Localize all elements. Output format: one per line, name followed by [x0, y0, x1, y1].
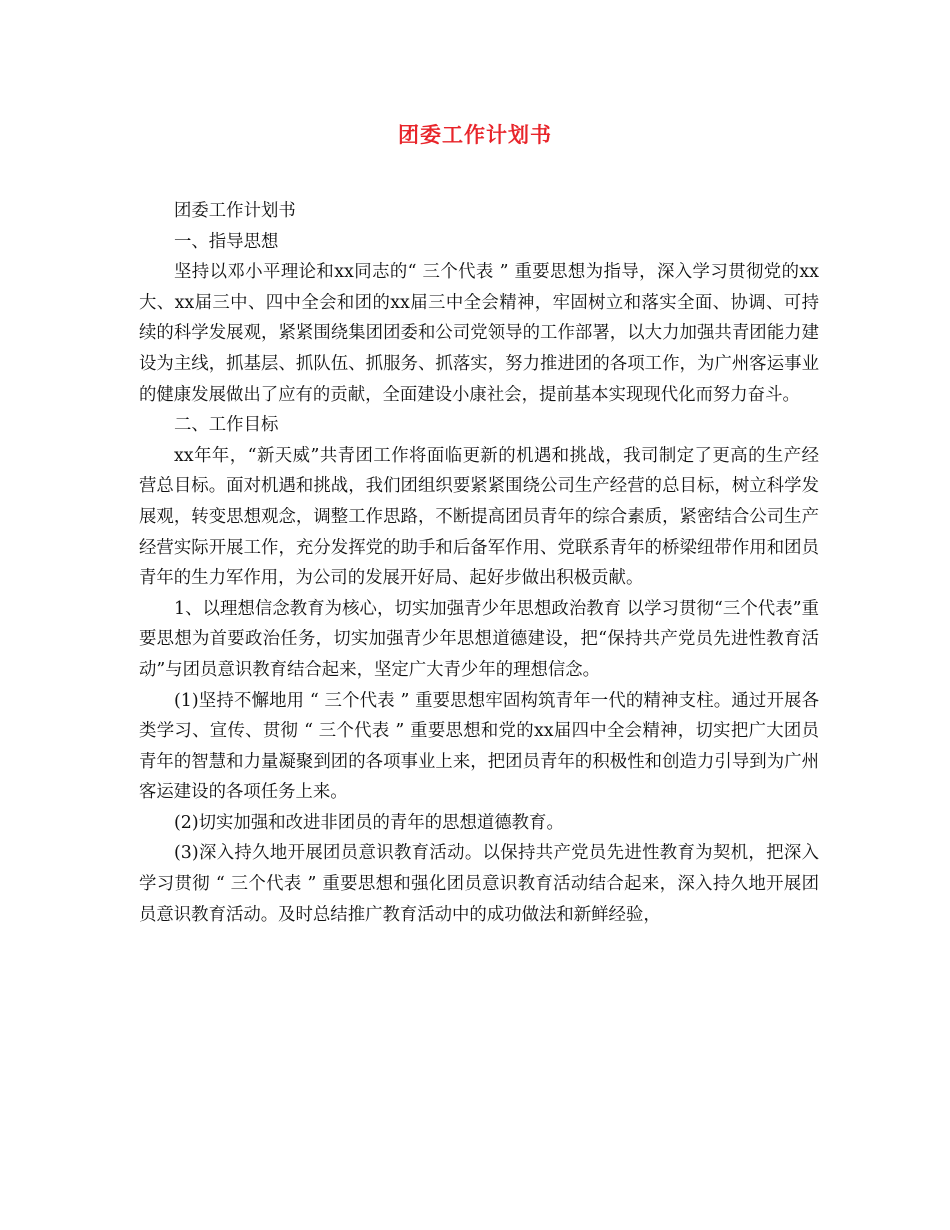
paragraph-work-goals: xx年年，“新天威”共青团工作将面临更新的机遇和挑战，我司制定了更高的生产经营总目标。面对机遇和挑战，我们团组织要紧紧围绕公司生产经营的总目标，树立科学发展观，转变思想观念，调整工作思路，不断提高团员青年的综合素质，紧密结合公司生产经营实际开展工作，充分发挥党的助手和后备军作用、党联系青年的桥梁纽带作用和团员青年的生力军作用，为公司的发展开好局、起好步做出积极贡献。 — [139, 445, 819, 589]
paragraph-item-1: 1、以理想信念教育为核心，切实加强青少年思想政治教育 以学习贯彻“三个代表”重要思想为首要政治任务，切实加强青少年思想道德建设，把“保持共产党员先进性教育活动”与团员意识教育结合起来，坚定广大青少年的理想信念。 — [139, 598, 819, 680]
paragraph-subitem-3: (3)深入持久地开展团员意识教育活动。以保持共产党员先进性教育为契机，把深入学习贯彻 “ 三个代表 ” 重要思想和强化团员意识教育活动结合起来，深入持久地开展团员意识教育活动。及时总结推广教育活动中的成功做法和新鲜经验， — [139, 843, 819, 925]
document-body — [139, 196, 819, 930]
document-title: 团委工作计划书 — [398, 122, 552, 147]
section-heading-work-goals: 二、工作目标 — [174, 415, 279, 436]
paragraph-subitem-2: (2)切实加强和改进非团员的青年的思想道德教育。 — [174, 812, 564, 833]
section-heading-guiding-thought: 一、指导思想 — [174, 231, 279, 252]
paragraph-guiding-thought: 坚持以邓小平理论和xx同志的“ 三个代表 ” 重要思想为指导，深入学习贯彻党的xx大、xx届三中、四中全会和团的xx届三中全会精神，牢固树立和落实全面、协调、可持续的科学发展观，紧紧围绕集团团委和公司党领导的工作部署，以大力加强共青团能力建设为主线，抓基层、抓队伍、抓服务、抓落实，努力推进团的各项工作，为广州客运事业的健康发展做出了应有的贡献，全面建设小康社会，提前基本实现现代化而努力奋斗。 — [139, 262, 819, 405]
paragraph-heading: 团委工作计划书 — [174, 201, 296, 221]
paragraph-subitem-1: (1)坚持不懈地用 “ 三个代表 ” 重要思想牢固构筑青年一代的精神支柱。通过开展各类学习、宣传、贯彻 “ 三个代表 ” 重要思想和党的xx届四中全会精神，切实把广大团员青年的智慧和力量凝聚到团的各项事业上来，把团员青年的积极性和创造力引导到为广州客运建设的各项任务上来。 — [139, 690, 819, 803]
